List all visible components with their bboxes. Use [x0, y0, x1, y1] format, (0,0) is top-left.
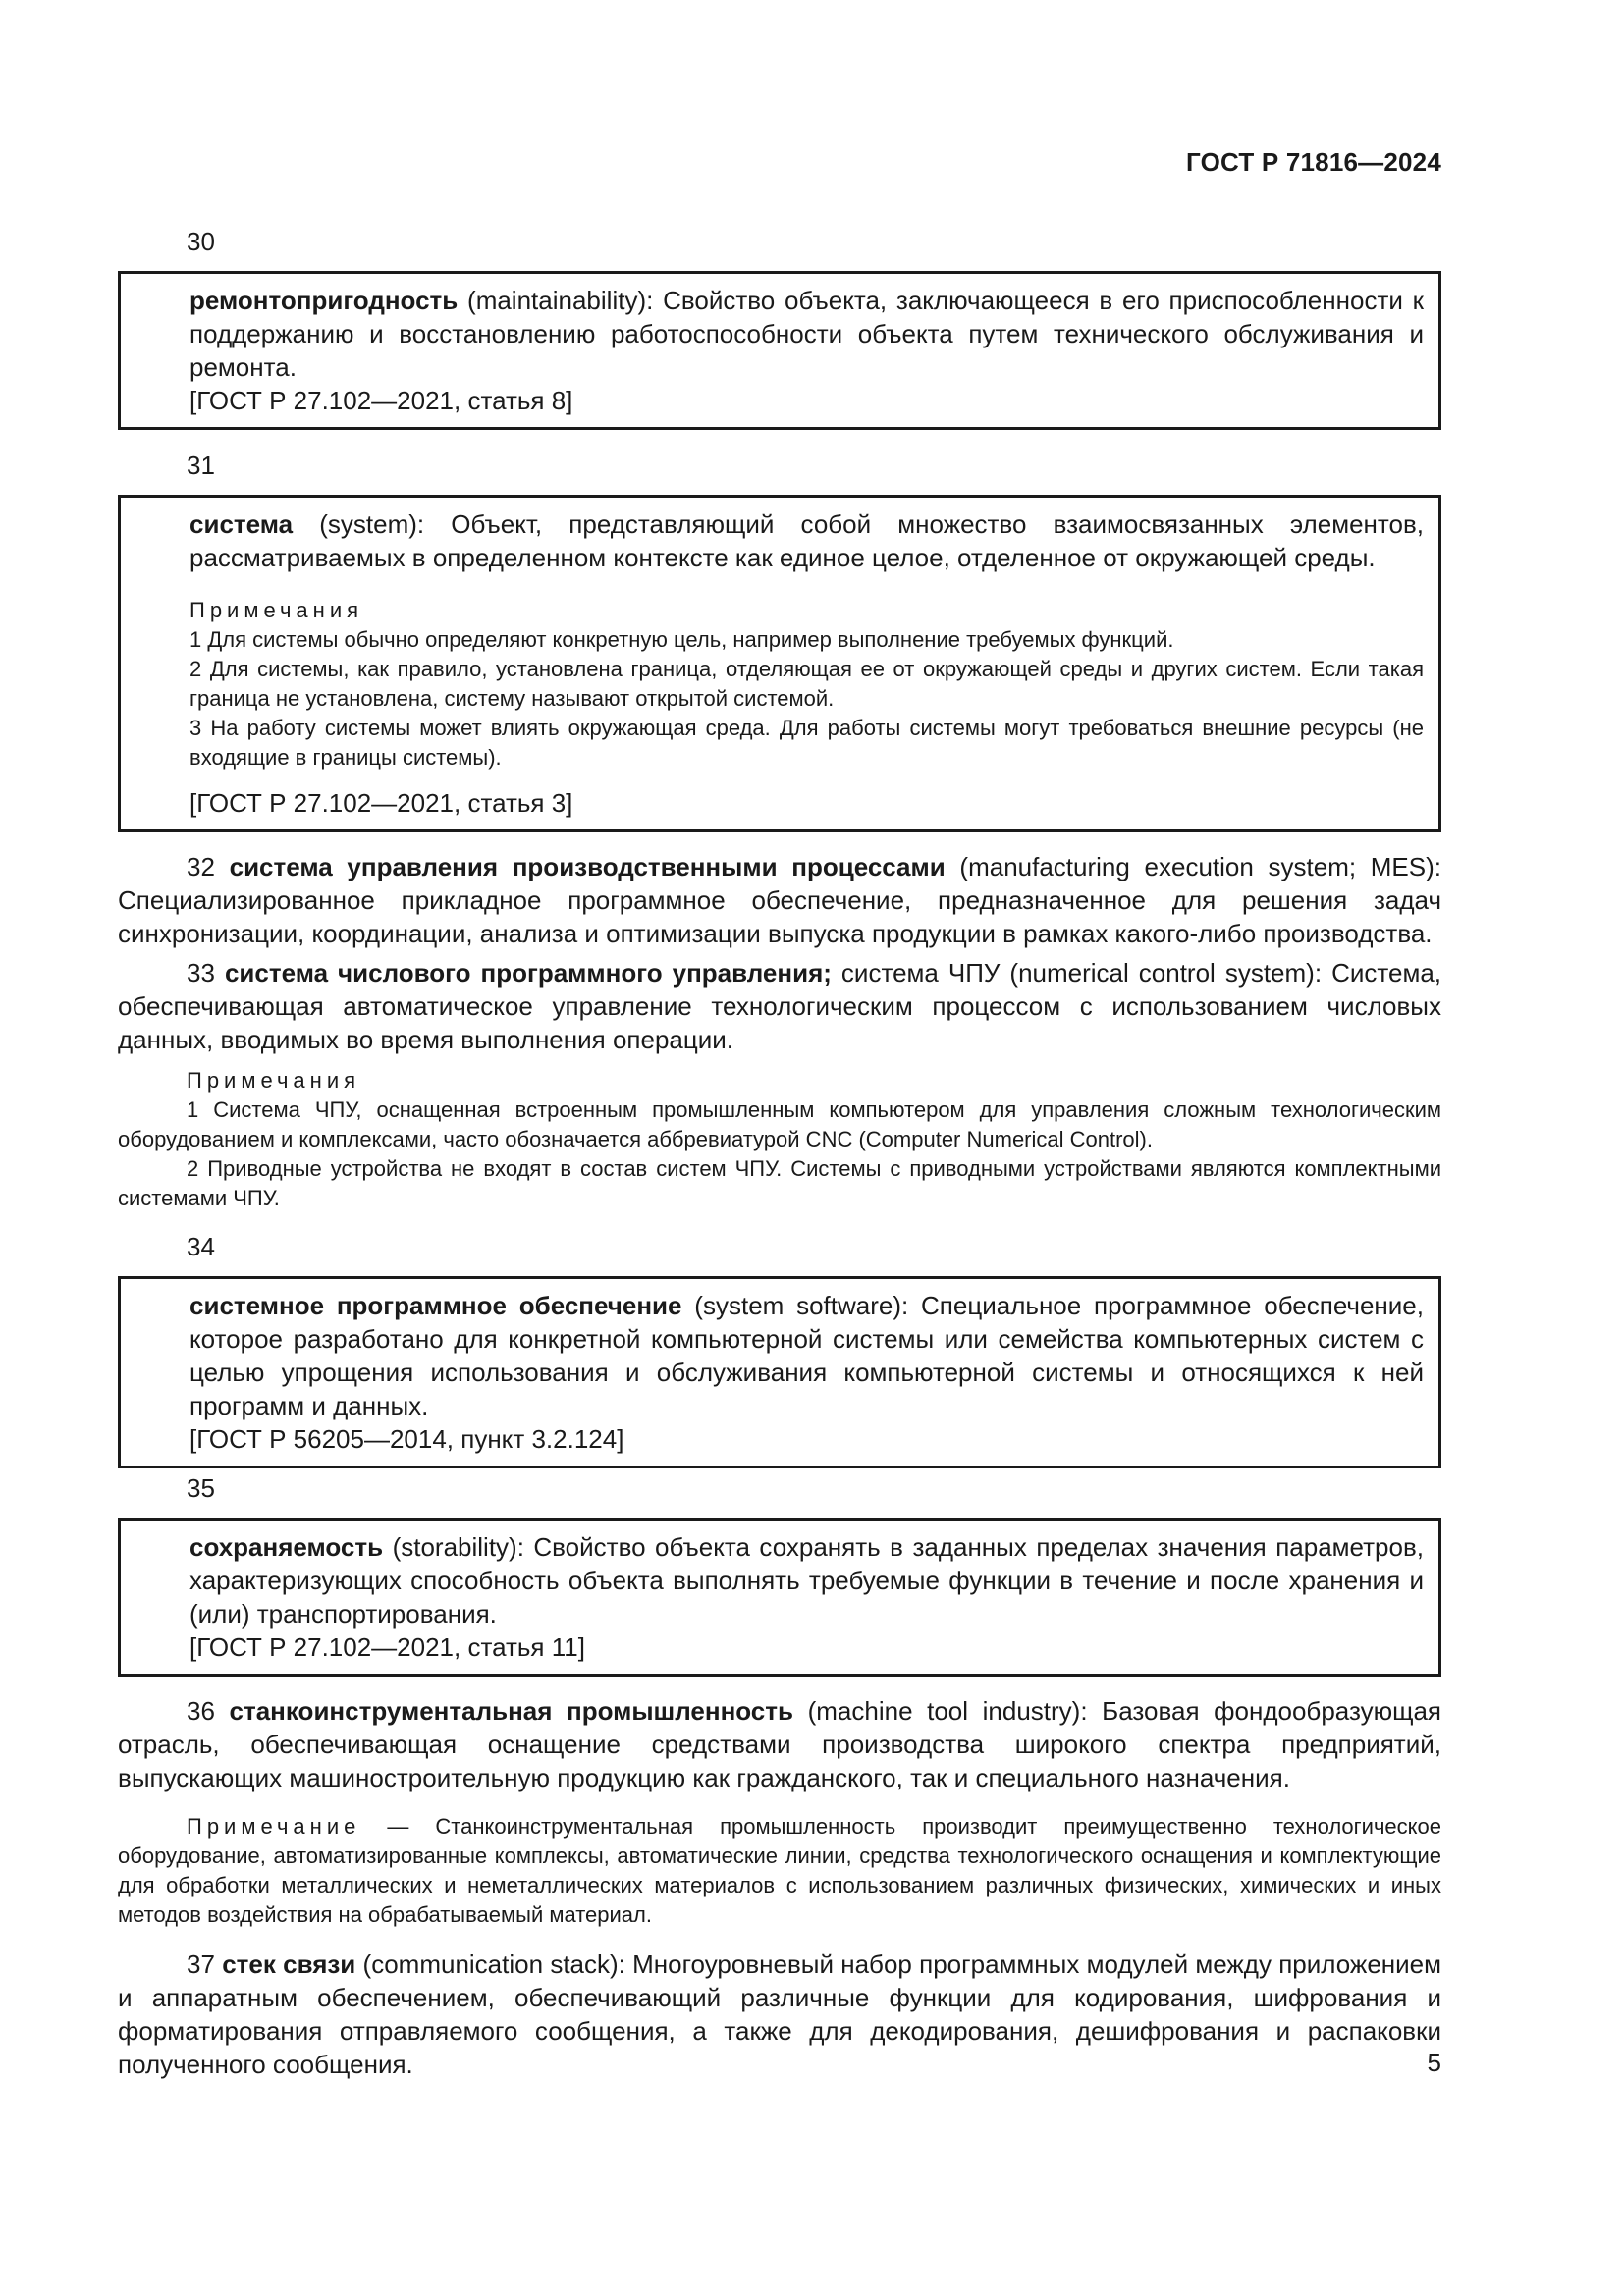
- term-definition: [189, 1530, 1424, 1630]
- note-item: 1 Для системы обычно определяют конкретную цель, например выполнение требуемых функций.: [189, 627, 1174, 652]
- document-code: ГОСТ Р 71816—2024: [1186, 147, 1441, 177]
- note-label: Примечание: [187, 1814, 361, 1839]
- term-name: станкоинструментальная промышленность: [229, 1696, 793, 1726]
- term-text: (communication stack): Многоуровневый набор программных модулей между приложением и аппаратным обеспечением, обеспечивающий различные функции для кодирования, шифрования и форматирования отправляемого сообщения, а также для декодирования, дешифрования и распаковки полученного сообщения.: [118, 1949, 1441, 2079]
- term-name: стек связи: [222, 1949, 356, 1979]
- term-source: [ГОСТ Р 27.102—2021, статья 3]: [189, 788, 573, 818]
- term-name: система числового программного управления;: [224, 958, 832, 988]
- term-number: 34: [187, 1232, 215, 1261]
- term-text: (system): Объект, представляющий собой множество взаимосвязанных элементов, рассматриваемых в определенном контексте как единое целое, отделенное от окружающей среды.: [189, 509, 1424, 572]
- term-box-storability: [118, 1518, 1441, 1677]
- term-name: системное программное обеспечение: [189, 1291, 682, 1320]
- term-number: 31: [187, 451, 215, 480]
- term-definition-communication-stack: [118, 1948, 1441, 2081]
- term-source: [ГОСТ Р 56205—2014, пункт 3.2.124]: [189, 1424, 624, 1454]
- term-definition: [189, 284, 1424, 384]
- term-name: система: [189, 509, 294, 539]
- term-number: 36: [187, 1696, 215, 1726]
- term-box-system: [118, 495, 1441, 832]
- term-number: 33: [187, 958, 215, 988]
- term-number: 32: [187, 852, 215, 881]
- term-text: (system software): Специальное программное обеспечение, которое разработано для конкретной компьютерной системы или семейства компьютерных систем с целью упрощения использования и обслуживания компьютерной системы и относящихся к ней программ и данных.: [189, 1291, 1424, 1420]
- term-box-maintainability: [118, 271, 1441, 430]
- term-box-system-software: [118, 1276, 1441, 1468]
- term-text: (storability): Свойство объекта сохранять в заданных пределах значения параметров, характеризующих способность объекта выполнять требуемые функции в течение и после хранения и (или) транспортирования.: [189, 1532, 1424, 1629]
- term-source: [ГОСТ Р 27.102—2021, статья 8]: [189, 386, 573, 415]
- term-number: 30: [187, 227, 215, 256]
- note-item: 2 Приводные устройства не входят в состав систем ЧПУ. Системы с приводными устройствами являются комплектными системами ЧПУ.: [118, 1156, 1441, 1210]
- notes-block-cnc: [118, 1066, 1441, 1213]
- note-item: [118, 1812, 1441, 1930]
- note-item: 1 Система ЧПУ, оснащенная встроенным промышленным компьютером для управления сложным технологическим оборудованием и комплексами, часто обозначается аббревиатурой CNC (Computer Numerical Control).: [118, 1097, 1441, 1151]
- term-number: 37: [187, 1949, 215, 1979]
- term-text: (machine tool industry): Базовая фондообразующая отрасль, обеспечивающая оснащение средствами производства широкого спектра предприятий, выпускающих машиностроительную продукцию как гражданского, так и специального назначения.: [118, 1696, 1442, 1792]
- term-name: система управления производственными процессами: [229, 852, 946, 881]
- term-name: сохраняемость: [189, 1532, 384, 1562]
- term-definition-mes: [118, 850, 1441, 950]
- note-item: 3 На работу системы может влиять окружающая среда. Для работы системы могут требоваться внешние ресурсы (не входящие в границы системы).: [189, 716, 1424, 770]
- term-text: (maintainability): Свойство объекта, заключающееся в его приспособленности к поддержанию и восстановлению работоспособности объекта путем технического обслуживания и ремонта.: [189, 286, 1424, 382]
- term-source: [ГОСТ Р 27.102—2021, статья 11]: [189, 1632, 585, 1662]
- term-definition: [189, 1289, 1424, 1422]
- term-definition-cnc: [118, 956, 1441, 1056]
- term-number: 35: [187, 1473, 215, 1503]
- page-number: 5: [1427, 2048, 1441, 2077]
- note-text: — Станкоинструментальная промышленность производит преимущественно технологическое оборудование, автоматизированные комплексы, автоматические линии, средства технологического оснащения и комплектующие для обработки металлических и неметаллических материалов с использованием различных физических, химических и иных методов воздействия на обрабатываемый материал.: [118, 1814, 1441, 1927]
- term-text: система ЧПУ (numerical control system): Система, обеспечивающая автоматическое управление технологическим процессом с использованием числовых данных, вводимых во время выполнения операции.: [118, 958, 1442, 1054]
- notes-title: Примечания: [187, 1068, 361, 1093]
- notes-title: Примечания: [189, 598, 364, 622]
- term-definition-machine-tool-industry: [118, 1694, 1441, 1794]
- page-content: [118, 224, 1441, 2081]
- term-name: ремонтопригодность: [189, 286, 459, 315]
- term-definition: [189, 507, 1424, 574]
- note-item: 2 Для системы, как правило, установлена граница, отделяющая ее от окружающей среды и других систем. Если такая граница не установлена, систему называют открытой системой.: [189, 657, 1424, 711]
- term-text: (manufacturing execution system; MES): Специализированное прикладное программное обеспечение, предназначенное для решения задач синхронизации, координации, анализа и оптимизации выпуска продукции в рамках какого-либо производства.: [118, 852, 1441, 948]
